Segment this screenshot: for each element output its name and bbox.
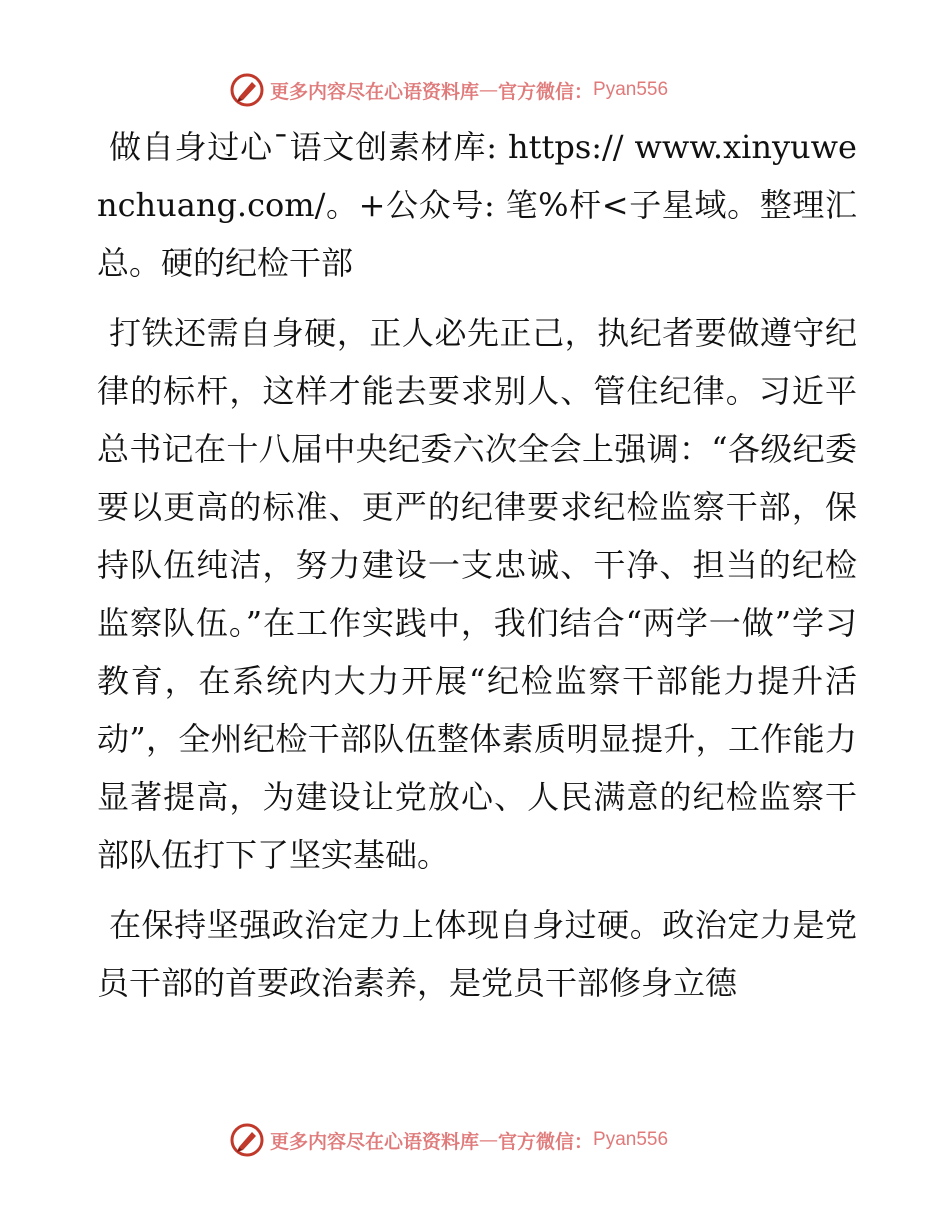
banner-wechat-label: 官方微信： — [498, 1130, 594, 1153]
footer-watermark-banner — [230, 1120, 730, 1160]
pen-logo-icon — [230, 73, 264, 107]
banner-title: 更多内容尽在心语资料库 — [270, 1130, 480, 1153]
pen-logo-icon — [230, 1123, 264, 1157]
paragraph-3: 在保持坚强政治定力上体现自身过硬。政治定力是党员干部的首要政治素养，是党员干部修身立德 — [97, 906, 857, 1002]
banner-wechat-id: Pyan556 — [593, 1129, 669, 1150]
header-watermark-banner — [230, 70, 730, 110]
document-body — [97, 118, 857, 1024]
paragraph-1: 做自身过心¯语文创素材库: https:// www.xinyuwenchuang.com/。+公众号: 笔%杆<子星域。整理汇总。硬的纪检干部 — [97, 128, 857, 282]
paragraph-2: 打铁还需自身硬，正人必先正己，执纪者要做遵守纪律的标杆，这样才能去要求别人、管住纪律。习近平总书记在十八届中央纪委六次全会上强调：“各级纪委要以更高的标准、更严的纪律要求纪检监察干部，保持队伍纯洁，努力建设一支忠诚、干净、担当的纪检监察队伍。”在工作实践中，我们结合“两学一做”学习教育，在系统内大力开展“纪检监察干部能力提升活动”，全州纪检干部队伍整体素质明显提升，工作能力显著提高，为建设让党放心、人民满意的纪检监察干部队伍打下了坚实基础。 — [97, 314, 857, 874]
banner-title: 更多内容尽在心语资料库 — [270, 80, 480, 103]
banner-wechat-id: Pyan556 — [593, 79, 669, 100]
banner-wechat-label: 官方微信： — [498, 80, 594, 103]
banner-dash: — — [479, 79, 499, 101]
banner-dash: — — [479, 1129, 499, 1151]
